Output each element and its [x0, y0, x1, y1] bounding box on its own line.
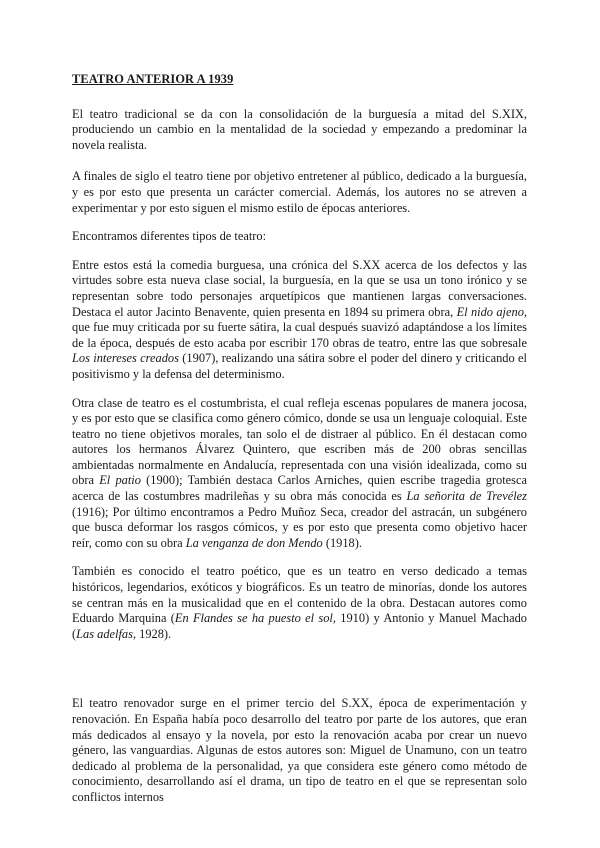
paragraph-teatro-poetico — [72, 564, 527, 642]
paragraph-teatro-costumbrista — [72, 396, 527, 552]
text-run: Entre estos está la comedia burguesa, una crónica del S.XX acerca de los defectos y las virtudes sobre esta nueva clase social, la burguesía, en la que se usa un tono irónico y se representan sobre todo personajes arquetípicos que mantienen largas conversaciones. Destaca el autor Jacinto Benavente, quien presenta en 1894 su primera obra, — [72, 257, 527, 319]
work-title: Los intereses creados — [72, 351, 179, 366]
text-run: , 1928). — [132, 626, 172, 641]
text-run: Otra clase de teatro es el costumbrista, el cual refleja escenas populares de manera jocosa, y es por esto que se clasifica como género cómico, donde se usa un lenguaje coloquial. Este teatro no tiene objetivos morales, tan solo el de distraer al público. En él destacan como autores los hermanos Álvarez Quintero, que escriben más de 200 obras sencillas ambientadas normalmente en Andalucía, representada con una visión idealizada, como su obra — [72, 395, 527, 488]
work-title: El patio — [99, 473, 141, 488]
text-run: , que fue muy criticada por su fuerte sátira, la cual después suavizó adaptándose a los límites de la época, después de esto acaba por escribir 170 obras de teatro, entre las que sobresale — [72, 304, 527, 350]
page-title: TEATRO ANTERIOR A 1939 — [72, 72, 234, 86]
text-run: (1916); Por último encontramos a Pedro Muñoz Seca, creador del astracán, un subgénero que busca deformar los rasgos cómicos, y es por esto que presenta como objetivo hacer reír, como con su obra — [72, 504, 527, 550]
paragraph-teatro-tradicional — [72, 107, 527, 154]
work-title: Las adelfas — [76, 626, 133, 641]
work-title: La venganza de don Mendo — [185, 535, 323, 550]
work-title: El nido ajeno — [456, 304, 524, 319]
text-run: Encontramos diferentes tipos de teatro: — [72, 229, 267, 244]
text-run: A finales de siglo el teatro tiene por objetivo entretener al público, dedicado a la burguesía, y es por esto que presenta un carácter comercial. Además, los autores no se atreven a experimentar y por esto siguen el mismo estilo de épocas anteriores. — [72, 169, 527, 215]
work-title: En Flandes se ha puesto el sol — [174, 611, 333, 626]
document-page — [72, 64, 527, 806]
text-run: El teatro renovador surge en el primer tercio del S.XX, época de experimentación y renovación. En España había poco desarrollo del teatro por parte de los autores, que eran más dedicados al ensayo y la novela, por esto la renovación acaba por crear un nuevo género, las vanguardias. Algunas de estos autores son: Miguel de Unamuno, con un teatro dedicado al problema de la personalidad, ya que considera este género como método de conocimiento, desarrollando así el drama, un tipo de teatro en el que se representan solo conflictos internos — [72, 696, 527, 804]
paragraph-teatro-renovador — [72, 696, 527, 805]
text-run: El teatro tradicional se da con la consolidación de la burguesía a mitad del S.XIX, produciendo un cambio en la mentalidad de la sociedad y empezando a predominar la novela realista. — [72, 106, 527, 152]
text-run: También es conocido el teatro poético, que es un teatro en verso dedicado a temas históricos, legendarios, exóticos y biográficos. Es un teatro de minorías, donde los autores se centran más en la musicalidad que en el contenido de la obra. Destacan autores como Eduardo Marquina ( — [72, 564, 527, 626]
text-run: , 1910) y Antonio y Manuel Machado ( — [72, 611, 528, 641]
text-run: (1918). — [322, 535, 362, 550]
text-run: (1907), realizando una sátira sobre el poder del dinero y criticando el positivismo y la defensa del determinismo. — [72, 351, 527, 381]
paragraph-finales-de-siglo — [72, 169, 527, 216]
work-title: La señorita de Trevélez — [406, 489, 527, 504]
paragraph-tipos-de-teatro — [72, 229, 527, 245]
paragraph-comedia-burguesa — [72, 258, 527, 383]
text-run: (1900); También destaca Carlos Arniches, quien escribe tragedia grotesca acerca de las costumbres madrileñas y su obra más conocida es — [72, 473, 527, 504]
